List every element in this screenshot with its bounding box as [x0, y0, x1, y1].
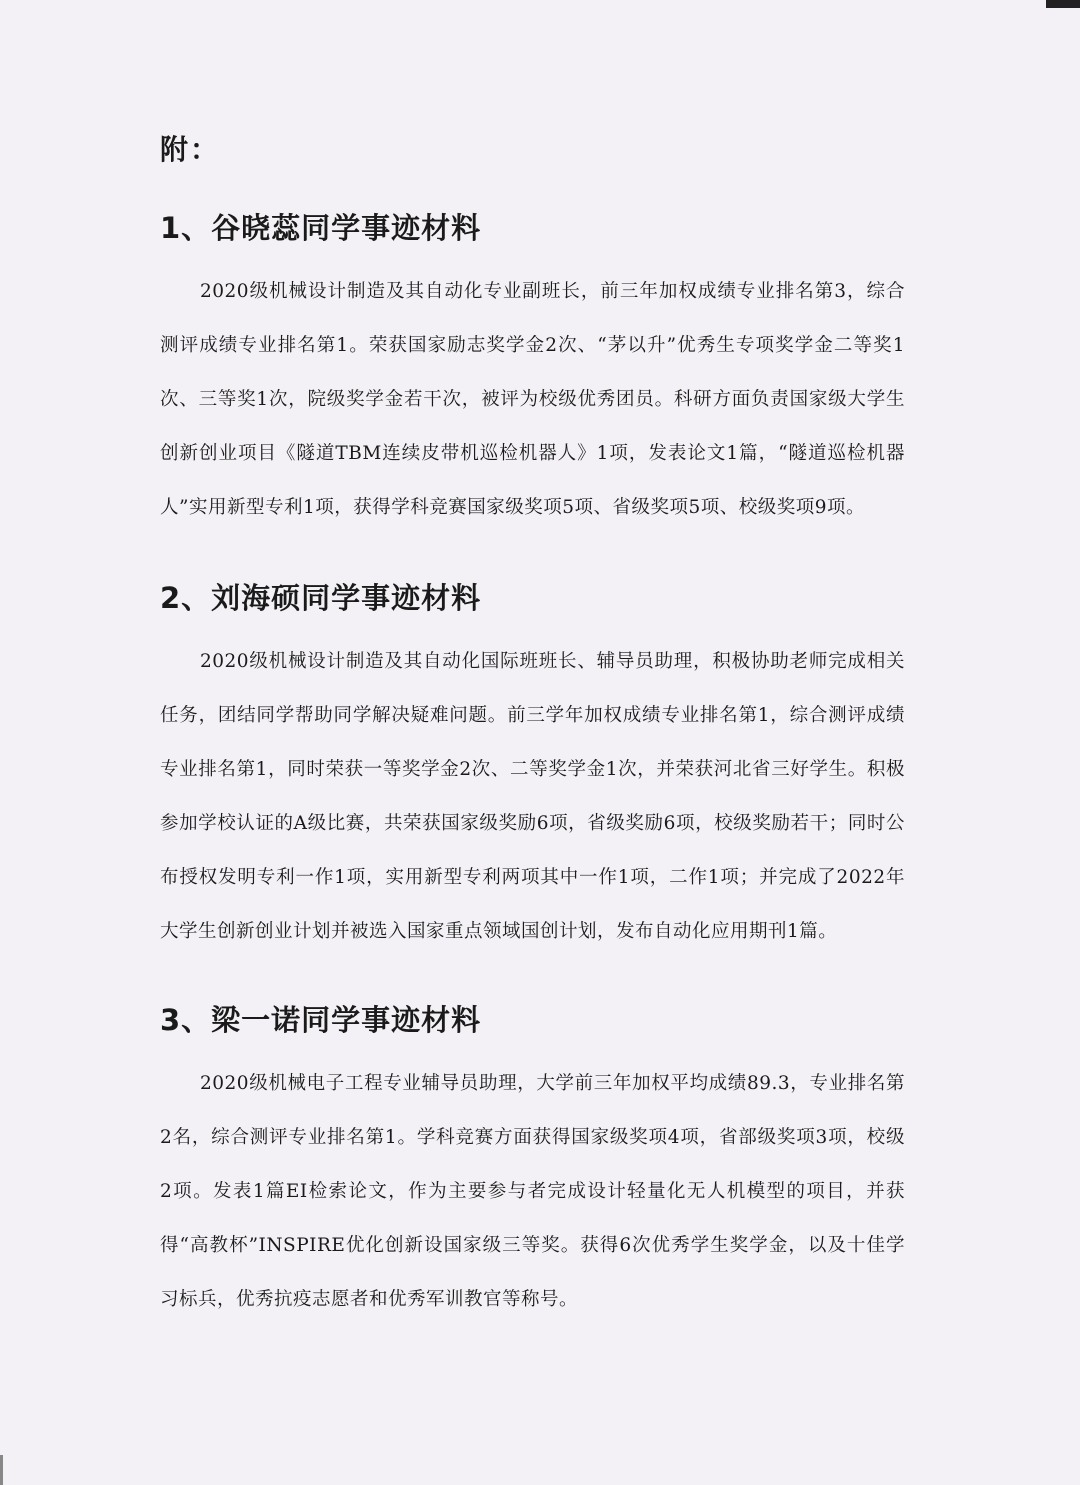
scan-edge-mark-left — [0, 1455, 3, 1485]
section-heading: 1、谷晓蕊同学事迹材料 — [160, 211, 482, 245]
section-body: 2020级机械设计制造及其自动化专业副班长，前三年加权成绩专业排名第3，综合测评成绩专业排名第1。荣获国家励志奖学金2次、“茅以升”优秀生专项奖学金二等奖1次、三等奖1次，院级奖学金若干次，被评为校级优秀团员。科研方面负责国家级大学生创新创业项目《隧道TBM连续皮带机巡检机器人》1项，发表论文1篇，“隧道巡检机器人”实用新型专利1项，获得学科竞赛国家级奖项5项、省级奖项5项、校级奖项9项。 — [160, 281, 905, 518]
section-3 — [160, 997, 905, 1327]
section-body: 2020级机械电子工程专业辅导员助理，大学前三年加权平均成绩89.3，专业排名第2名，综合测评专业排名第1。学科竞赛方面获得国家级奖项4项，省部级奖项3项，校级2项。发表1篇EI检索论文，作为主要参与者完成设计轻量化无人机模型的项目，并获得“高教杯”INSPIRE优化创新设国家级三等奖。获得6次优秀学生奖学金，以及十佳学习标兵，优秀抗疫志愿者和优秀军训教官等称号。 — [160, 1073, 905, 1310]
section-heading: 3、梁一诺同学事迹材料 — [160, 1003, 482, 1037]
section-heading: 2、刘海硕同学事迹材料 — [160, 581, 482, 615]
section-2 — [160, 575, 905, 959]
section-body: 2020级机械设计制造及其自动化国际班班长、辅导员助理，积极协助老师完成相关任务，团结同学帮助同学解决疑难问题。前三学年加权成绩专业排名第1，综合测评成绩专业排名第1，同时荣获一等奖学金2次、二等奖学金1次，并荣获河北省三好学生。积极参加学校认证的A级比赛，共荣获国家级奖励6项，省级奖励6项，校级奖励若干；同时公布授权发明专利一作1项，实用新型专利两项其中一作1项，二作1项；并完成了2022年大学生创新创业计划并被选入国家重点领域国创计划，发布自动化应用期刊1篇。 — [160, 651, 905, 942]
appendix-label: 附： — [160, 133, 221, 166]
section-1 — [160, 205, 905, 535]
scan-edge-mark — [1046, 0, 1080, 8]
